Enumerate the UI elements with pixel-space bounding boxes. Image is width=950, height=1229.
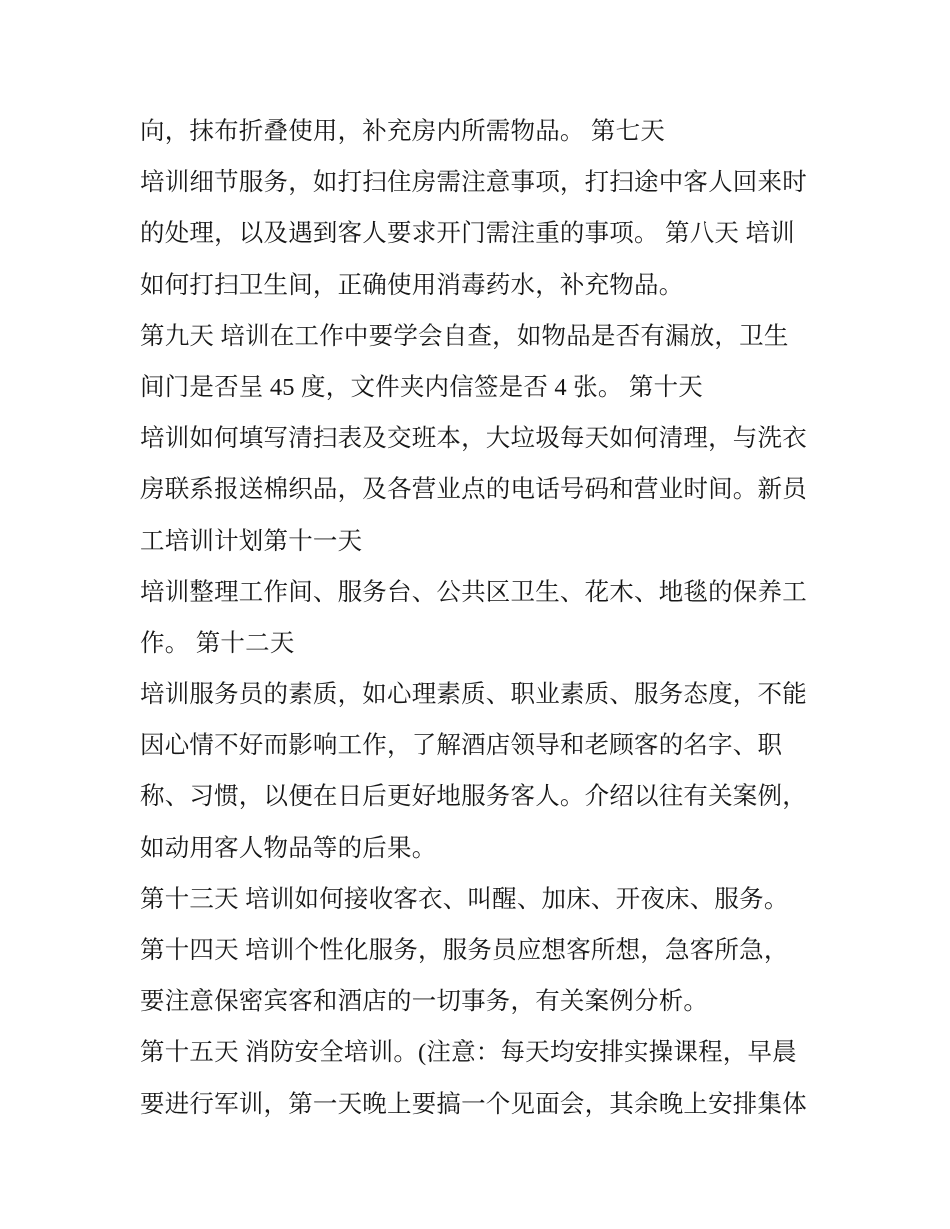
text-line-20: 要进行军训，第一天晚上要搞一个见面会，其余晚上安排集体 xyxy=(140,1090,807,1118)
text-line-13: 因心情不好而影响工作，了解酒店领导和老顾客的名字、职 xyxy=(140,732,783,760)
text-line-16: 第十三天 培训如何接收客衣、叫醒、加床、开夜床、服务。 xyxy=(140,885,789,913)
text-line-3: 的处理，以及遇到客人要求开门需注重的事项。 第八天 培训 xyxy=(140,220,795,248)
text-line-4: 如何打扫卫生间，正确使用消毒药水，补充物品。 xyxy=(140,271,684,299)
text-line-14: 称、习惯，以便在日后更好地服务客人。介绍以往有关案例， xyxy=(140,783,807,811)
text-line-1: 向，抹布折叠使用，补充房内所需物品。 第七天 xyxy=(140,118,666,145)
text-line-10: 培训整理工作间、服务台、公共区卫生、花木、地毯的保养工 xyxy=(140,578,807,606)
text-line-19: 第十五天 消防安全培训。(注意：每天均安排实操课程，早晨 xyxy=(140,1039,797,1067)
text-line-5: 第九天 培训在工作中要学会自查，如物品是否有漏放，卫生 xyxy=(140,322,789,350)
text-line-18: 要注意保密宾客和酒店的一切事务，有关案例分析。 xyxy=(140,988,709,1016)
document-text-block xyxy=(140,106,830,1130)
text-line-15: 如动用客人物品等的后果。 xyxy=(140,834,437,862)
text-line-17: 第十四天 培训个性化服务，服务员应想客所想，急客所急， xyxy=(140,937,789,964)
text-line-9: 工培训计划第十一天 xyxy=(140,527,363,555)
text-line-7: 培训如何填写清扫表及交班本，大垃圾每天如何清理，与洗衣 xyxy=(140,425,807,453)
text-line-11: 作。 第十二天 xyxy=(140,629,295,657)
text-line-2: 培训细节服务，如打扫住房需注意事项，打扫途中客人回来时 xyxy=(140,169,807,197)
text-line-6: 间门是否呈 45 度，文件夹内信签是否 4 张。 第十天 xyxy=(140,373,703,401)
text-line-12: 培训服务员的素质，如心理素质、职业素质、服务态度，不能 xyxy=(140,681,807,709)
text-line-8: 房联系报送棉织品，及各营业点的电话号码和营业时间。新员 xyxy=(140,476,807,504)
